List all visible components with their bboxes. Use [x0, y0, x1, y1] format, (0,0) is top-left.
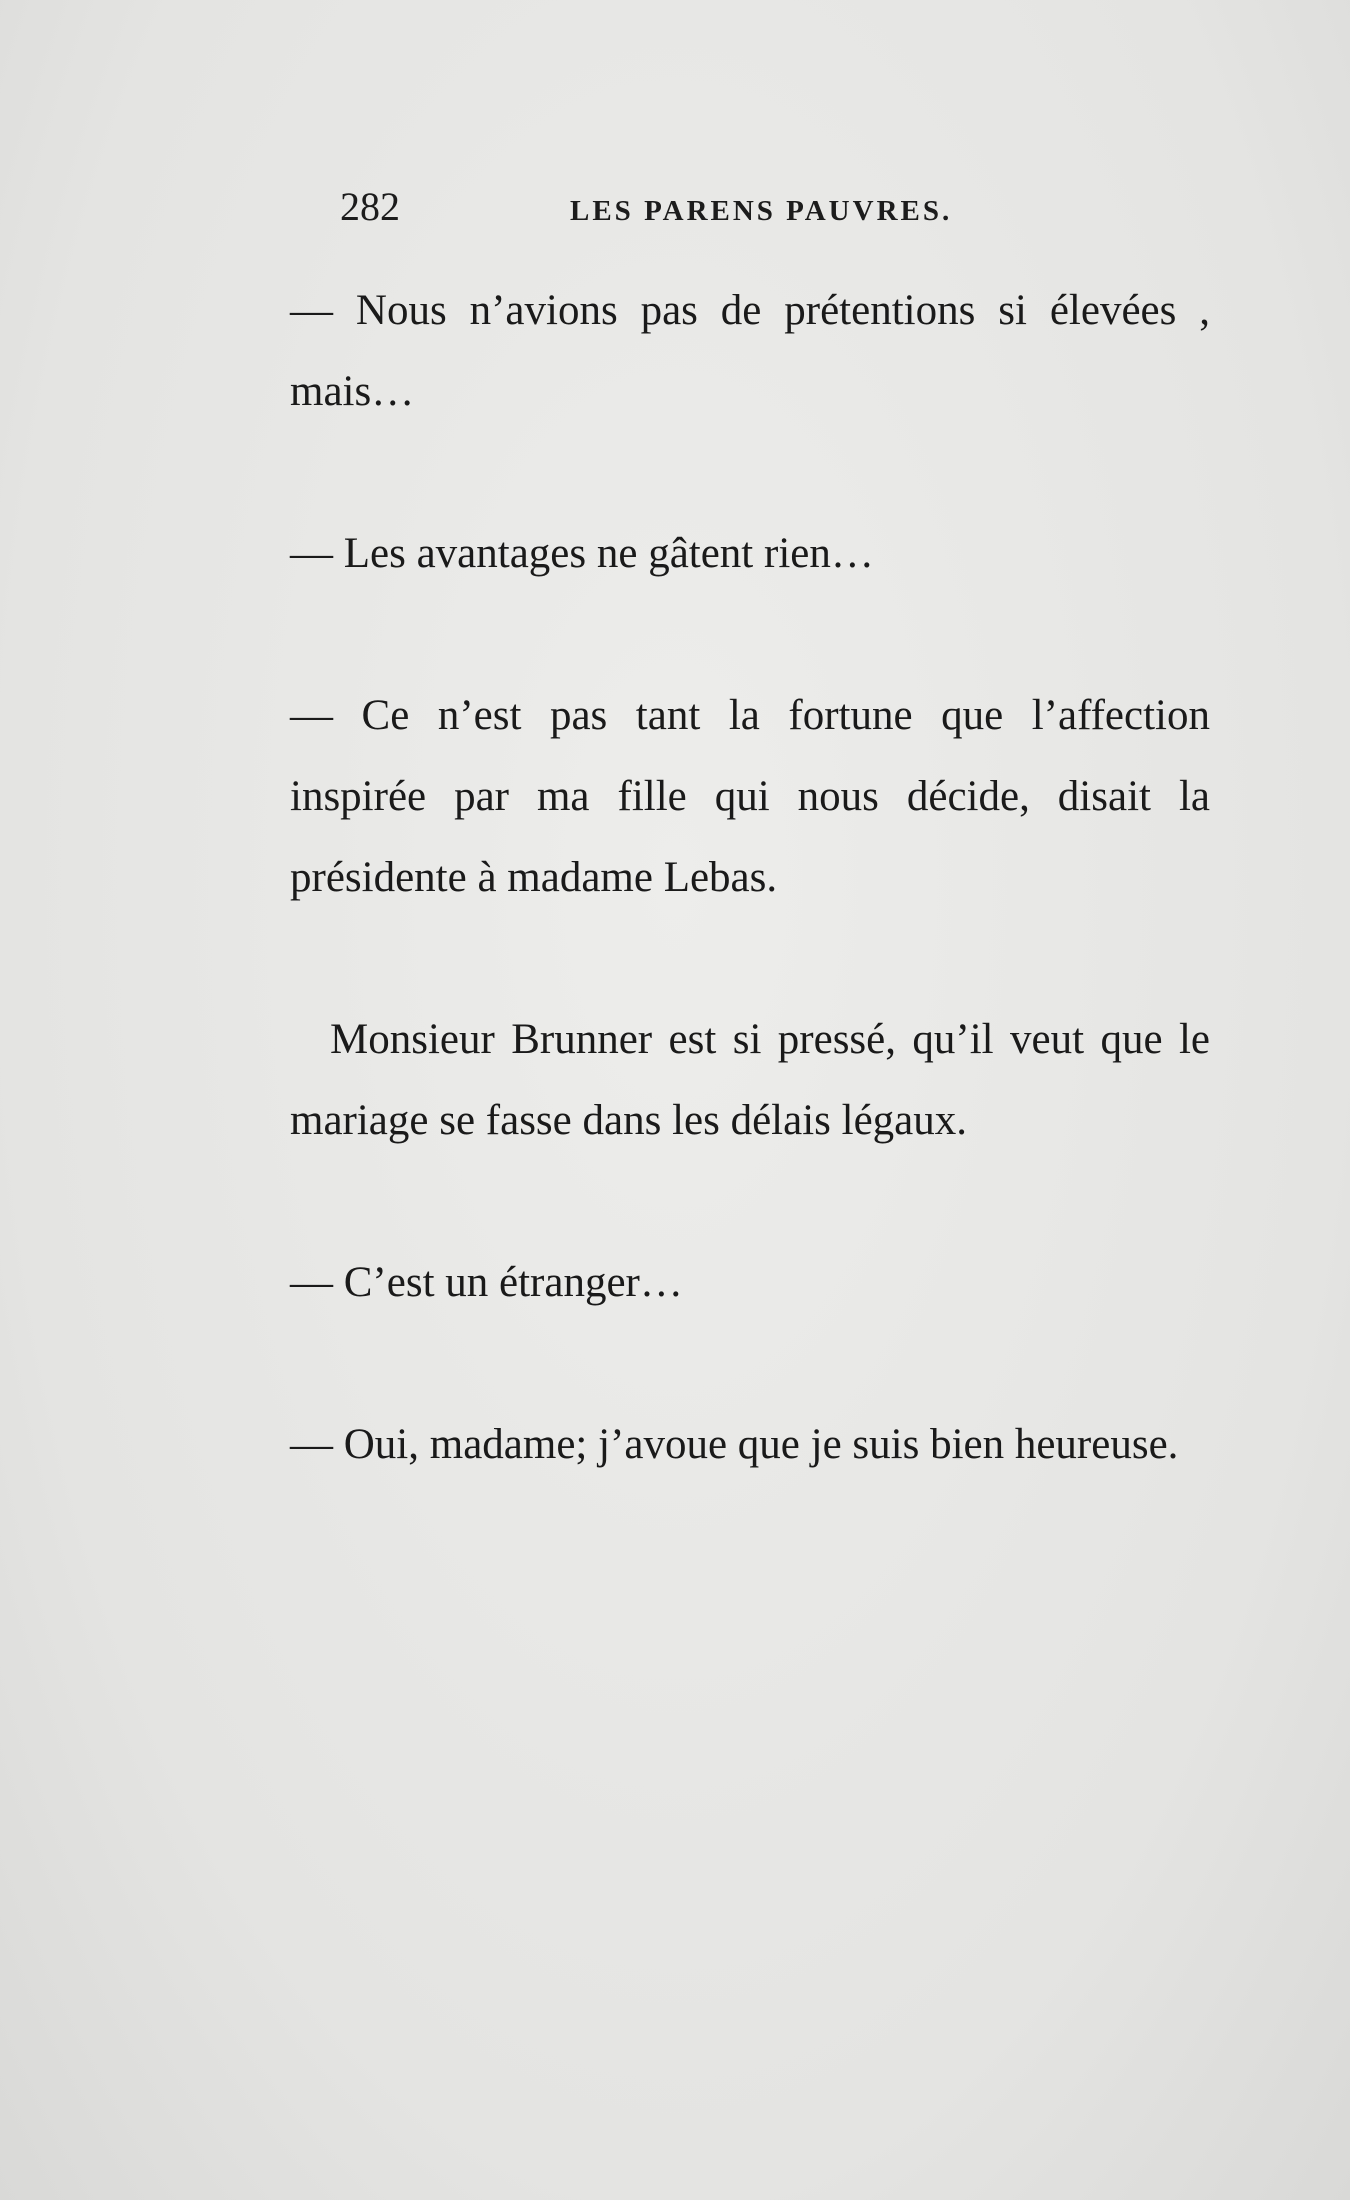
page-header	[340, 183, 1030, 243]
dialogue-paragraph: — Ce n’est pas tant la fortune que l’affection inspirée par ma fille qui nous décide, disait la présidente à madame Lebas.	[290, 692, 1210, 901]
dialogue-paragraph: — C’est un étranger…	[290, 1259, 683, 1306]
page-body	[290, 270, 1210, 1485]
running-title: LES PARENS PAUVRES.	[570, 195, 953, 227]
paragraph-spacer	[290, 432, 1210, 513]
dialogue-paragraph: — Les avantages ne gâtent rien…	[290, 530, 874, 577]
paragraph-spacer	[290, 918, 1210, 999]
paragraph-spacer	[290, 1323, 1210, 1404]
dialogue-paragraph: Monsieur Brunner est si pressé, qu’il veut que le mariage se fasse dans les délais légaux.	[290, 1016, 1210, 1144]
dialogue-paragraph: — Nous n’avions pas de prétentions si élevées , mais…	[290, 287, 1210, 415]
paragraph-spacer	[290, 594, 1210, 675]
dialogue-paragraph: — Oui, madame; j’avoue que je suis bien heureuse.	[290, 1421, 1179, 1468]
paragraph-spacer	[290, 1161, 1210, 1242]
page-number: 282	[340, 184, 400, 229]
